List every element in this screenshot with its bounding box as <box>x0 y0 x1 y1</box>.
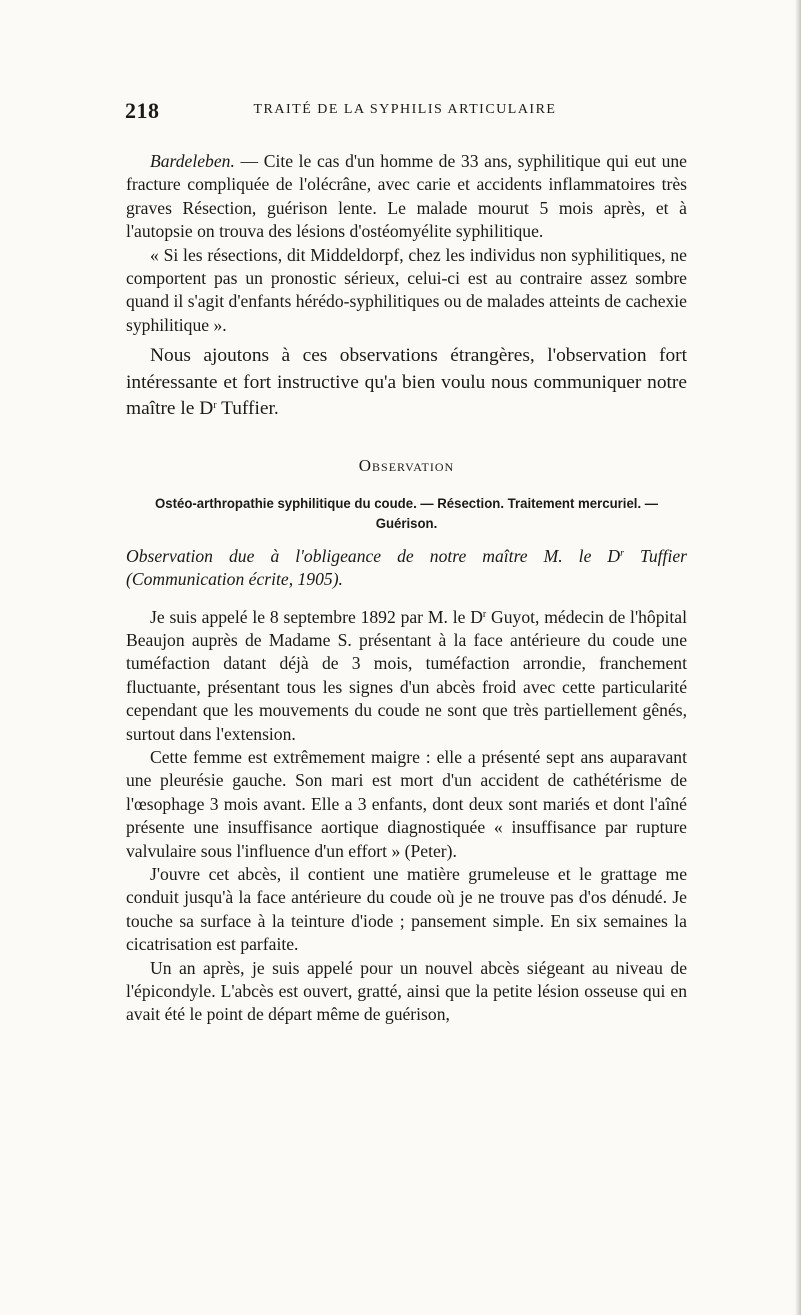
running-title: TRAITÉ DE LA SYPHILIS ARTICULAIRE <box>253 102 557 117</box>
author-name: Bardeleben. <box>150 151 235 171</box>
observation-paragraph-2: Cette femme est extrêmement maigre : elle a présenté sept ans auparavant une pleurésie gauche. Son mari est mort d'un accident de cathétérisme de l'œsophage 3 mois avant. Elle a 3 enfants, dont deux sont mariés et dont l'aîné présente une insuffisance aortique diagnostiquée « insuffisance par rupture valvulaire sous l'influence d'un effort » (Peter). <box>126 747 687 861</box>
observation-source: Observation due à l'obligeance de notre maître M. le $D^r$ Tuffier (Communication écrite, 1905). <box>126 545 687 590</box>
paragraph-middeldorpf-quote: « Si les résections, dit Middeldorpf, chez les individus non syphilitiques, ne comportent pas un pronostic sérieux, celui-ci est au contraire assez sombre quand il s'agit d'enfants hérédo-syphilitiques ou de malades atteints de cachexie syphilitique ». <box>126 244 687 335</box>
observation-subtitle: Ostéo-arthropathie syphilitique du coude. — Résection. Traitement mercuriel. — Guérison. <box>155 495 658 532</box>
observation-paragraph-3: J'ouvre cet abcès, il contient une matière grumeleuse et le grattage me conduit jusqu'à la face antérieure du coude où je ne trouve pas d'os dénudé. Je touche sa surface à la teinture d'iode ; pansement simple. En six semaines la cicatrisation est parfaite. <box>126 864 687 955</box>
observation-paragraph-1: Je suis appelé le 8 septembre 1892 par M. le $D^r$ Guyot, médecin de l'hôpital Beaujon auprès de Madame S. présentant à la face antérieure du coude une tuméfaction datant déjà de 3 mois, tuméfaction arrondie, franchement fluctuante, présentant tous les signes d'un abcès froid avec cette particularité cependant que les mouvements du coude ne sont que très partiellement gênés, surtout dans l'extension. <box>126 606 687 744</box>
page-body <box>126 150 687 1027</box>
observation-heading: Observation <box>358 455 455 475</box>
paragraph-bardeleben: Bardeleben. — Cite le cas d'un homme de 33 ans, syphilitique qui eut une fracture compliquée de l'olécrâne, avec carie et accidents inflammatoires très graves Résection, guérison lente. Le malade mourut 5 mois après, et à l'autopsie on trouva des lésions d'ostéomyélite syphilitique. <box>126 151 687 242</box>
page-edge <box>795 0 801 1315</box>
observation-paragraph-4: Un an après, je suis appelé pour un nouvel abcès siégeant au niveau de l'épicondyle. L'abcès est ouvert, gratté, ainsi que la petite lésion osseuse qui en avait été le point de départ même de guérison, <box>126 957 687 1025</box>
page-number: 218 <box>125 98 160 123</box>
page-header <box>125 98 685 122</box>
paragraph-intro: Nous ajoutons à ces observations étrangères, l'observation fort intéressante et fort instructive qu'a bien voulu nous communiquer notre maître le $D^r$ Tuffier. <box>126 345 687 420</box>
